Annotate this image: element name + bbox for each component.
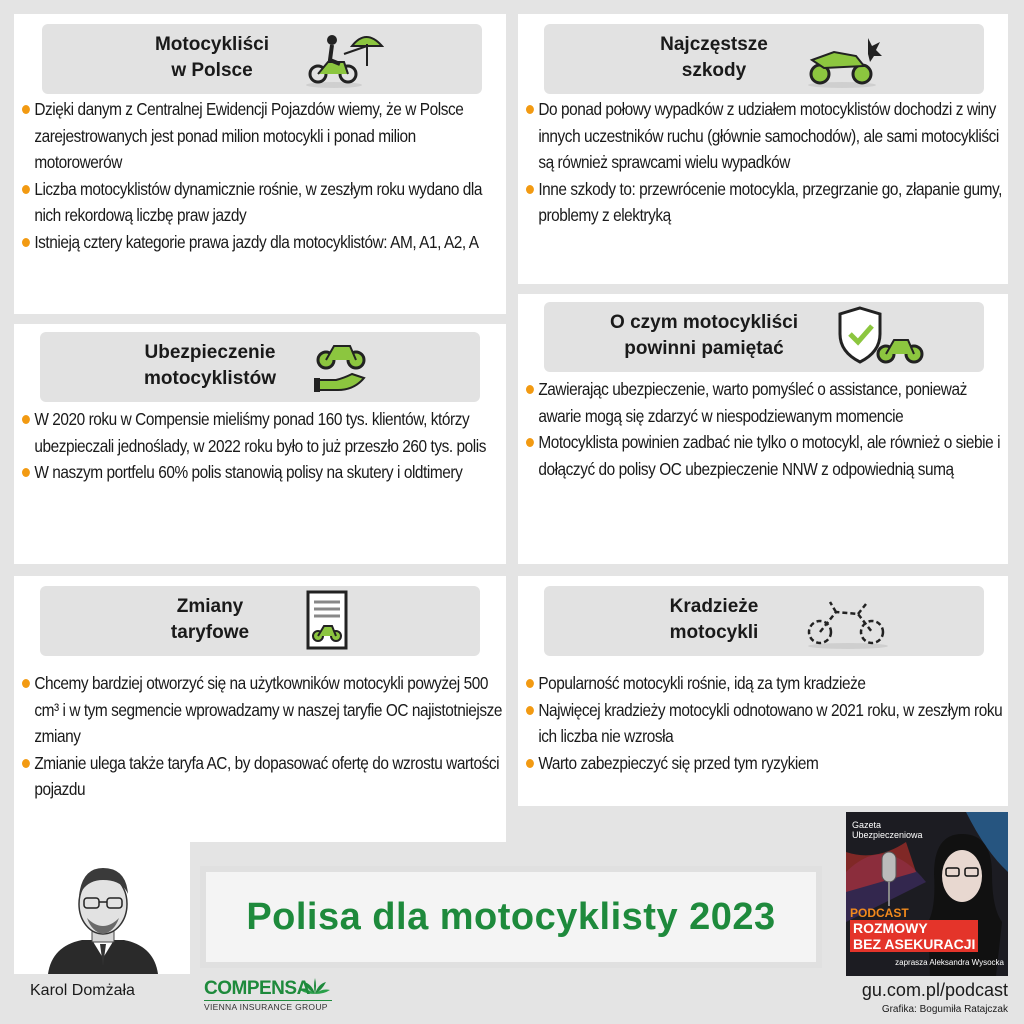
header-tariffs [40,586,480,656]
podcast-label: PODCAST [850,906,909,920]
header-remember [544,302,984,372]
podcast-publisher: Gazeta Ubezpieczeniowa [852,820,923,840]
author-name: Karol Domżała [30,982,135,999]
list-item: Zawierając ubezpieczenie, warto pomyśleć o assistance, ponieważ awarie mogą się zdarzyć w niespodziewanym momencie [526,376,1010,429]
list-item: Chcemy bardziej otworzyć się na użytkowników motocykli powyżej 500 cm³ i w tym segmencie wprowadzamy w naszej taryfie OC najistotniejsze zmiany [22,670,506,750]
document-motorcycle-icon [304,590,352,652]
list-item: Najwięcej kradzieży motocykli odnotowano w 2021 roku, w zeszłym roku ich liczba nie wzrosła [526,697,1010,750]
brand-logo: COMPENSA [204,978,310,999]
list-item: Zmianie ulega także taryfa AC, by dopasować ofertę do wzrostu wartości pojazdu [22,750,506,803]
panel-tariffs [14,576,506,842]
shield-motorcycle-icon [834,304,926,368]
rider-with-umbrella-icon [304,28,384,90]
bullets-damages [526,96,1010,229]
list-item: W naszym portfelu 60% polis stanowią polisy na skutery i oldtimery [22,459,506,486]
title-damages: Najczęstsze szkody [660,34,768,81]
podcast-host: zaprasza Aleksandra Wysocka [895,958,1004,967]
crashed-motorcycle-icon [804,30,884,90]
title-tariffs: Zmiany taryfowe [170,596,250,643]
graphics-credit: Grafika: Bogumiła Ratajczak [881,1004,1008,1015]
podcast-cover[interactable] [846,812,1008,976]
header-damages [544,24,984,94]
list-item: Warto zabezpieczyć się przed tym ryzykiem [526,750,1010,777]
author-portrait [42,854,164,974]
panel-motorcyclists [14,14,506,314]
bullets-thefts [526,670,1010,776]
title-remember: O czym motocykliści powinni pamiętać [610,312,798,359]
motorcycle-on-hand-icon [314,334,370,398]
list-item: Liczba motocyklistów dynamicznie rośnie, w zeszłym roku wydano dla nich rekordową liczbę praw jazdy [22,176,506,229]
list-item: Motocyklista powinien zadbać nie tylko o motocykl, ale również o siebie i dołączyć do polisy OC ubezpieczenie NNW z odpowiednią sumą [526,429,1010,482]
banner [200,866,822,968]
list-item: Do ponad połowy wypadków z udziałem motocyklistów dochodzi z winy innych uczestników ruchu (głównie samochodów), ale sami motocykliści są również sprawcami wielu wypadków [526,96,1010,176]
bullets-remember [526,376,1010,482]
panel-damages [518,14,1008,284]
title-insurance: Ubezpieczenie motocyklistów [144,342,276,389]
panel-insurance [14,324,506,564]
panel-remember [518,294,1008,564]
banner-title: Polisa dla motocyklisty 2023 [246,896,776,938]
bullets-insurance [22,406,506,486]
title-motorcyclists: Motocykliści w Polsce [154,34,270,81]
bullets-motorcyclists [22,96,506,255]
list-item: W 2020 roku w Compensie mieliśmy ponad 160 tys. klientów, którzy ubezpieczali jednoślady, w 2022 roku było to już przeszło 260 tys. polis [22,406,506,459]
brand-underline [204,1000,332,1001]
list-item: Dzięki danym z Centralnej Ewidencji Pojazdów wiemy, że w Polsce zarejestrowanych jest ponad milion motocykli i ponad milion motorowerów [22,96,506,176]
brand-tagline: VIENNA INSURANCE GROUP [204,1002,328,1012]
podcast-title: ROZMOWY BEZ ASEKURACJI [850,920,978,952]
list-item: Popularność motocykli rośnie, idą za tym kradzieże [526,670,1010,697]
header-motorcyclists [42,24,482,94]
header-thefts [544,586,984,656]
dashed-motorcycle-icon [802,596,892,652]
title-thefts: Kradzieże motocykli [669,596,759,643]
panel-thefts [518,576,1008,806]
list-item: Istnieją cztery kategorie prawa jazdy dla motocyklistów: AM, A1, A2, A [22,229,506,256]
bullets-tariffs [22,670,506,803]
podcast-link[interactable]: gu.com.pl/podcast [861,980,1008,1000]
list-item: Inne szkody to: przewrócenie motocykla, przegrzanie go, złapanie gumy, problemy z elektryką [526,176,1010,229]
header-insurance [40,332,480,402]
